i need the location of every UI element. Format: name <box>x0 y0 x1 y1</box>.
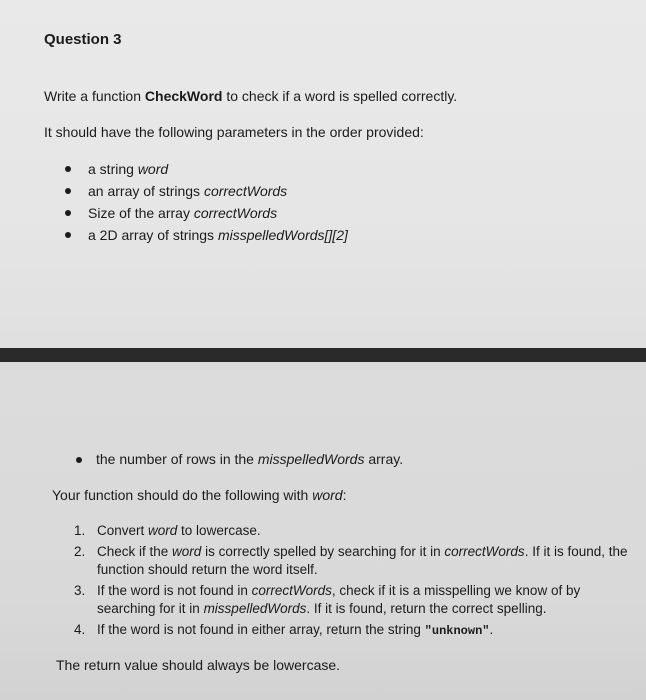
intro-line <box>44 88 457 104</box>
params-list <box>58 158 348 246</box>
list-item: 2. Check if the word is correctly spelled by searching for it in correctWords. If it is found, the function should return the word itself. <box>74 544 628 577</box>
steps-list <box>74 522 634 643</box>
steps-heading: Your function should do the following with word: <box>52 487 347 503</box>
screen-divider <box>0 348 646 362</box>
function-name: CheckWord <box>144 88 223 104</box>
list-item: 4. If the word is not found in either array, return the string "unknown". <box>74 622 494 638</box>
list-item: an array of strings correctWords <box>58 180 348 202</box>
param-rows-bullet: the number of rows in the misspelledWords array. <box>74 451 403 467</box>
question-title: Question 3 <box>44 31 122 48</box>
list-item: Size of the array correctWords <box>58 202 348 224</box>
intro-prefix: Write a function <box>44 88 145 104</box>
list-item: a string word <box>58 158 348 180</box>
intro-suffix: to check if a word is spelled correctly. <box>222 88 458 104</box>
list-item: 1. Convert word to lowercase. <box>74 523 261 538</box>
list-item: a 2D array of strings misspelledWords[][2] <box>58 224 348 246</box>
list-item: 3. If the word is not found in correctWords, check if it is a misspelling we know of by searching for it in misspelledWords. If it is found, return the correct spelling. <box>74 583 581 616</box>
closing-line: The return value should always be lowercase. <box>56 657 341 673</box>
params-heading: It should have the following parameters in the order provided: <box>44 124 424 140</box>
